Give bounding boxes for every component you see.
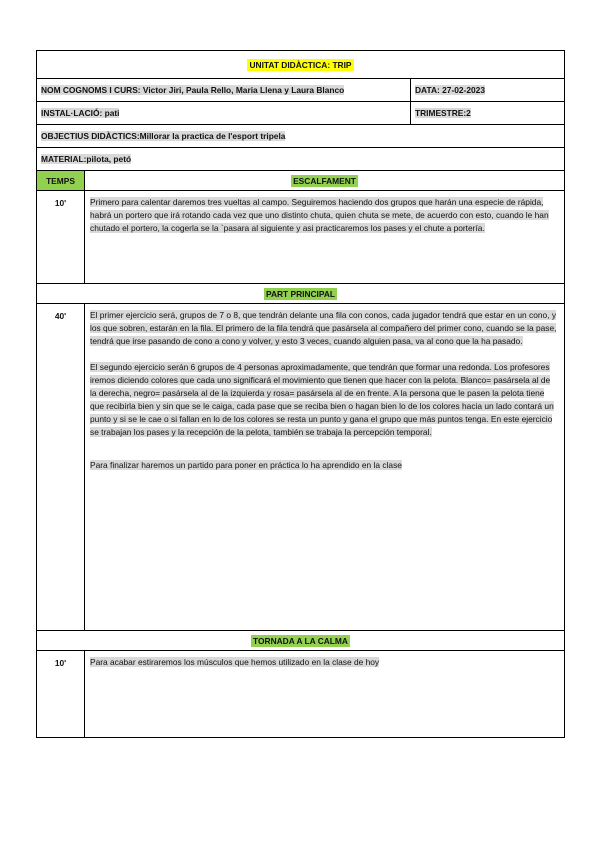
main-cell: [85, 304, 565, 631]
date-text: DATA: 27-02-2023: [415, 85, 485, 95]
title-cell: [37, 51, 565, 79]
lesson-plan-table: [36, 50, 565, 738]
warmup-cell: [85, 191, 565, 284]
objectives-row: [37, 125, 565, 148]
trimester-cell: [411, 102, 565, 125]
objectives-text: OBJECTIUS DIDÀCTICS:Millorar la practica de l'esport tripela: [41, 131, 286, 141]
warmup-time: 10': [37, 191, 85, 284]
names-cell: [37, 79, 411, 102]
title-row: [37, 51, 565, 79]
date-cell: [411, 79, 565, 102]
main-paragraph-3: Para finalizar haremos un partido para poner en práctica lo ha aprendido en la clase: [90, 460, 402, 470]
names-text: NOM COGNOMS I CURS: Victor Jiri, Paula Rello, Maria Llena y Laura Blanco: [41, 85, 345, 95]
warmup-row: [37, 191, 565, 284]
warmup-text: Primero para calentar daremos tres vueltas al campo. Seguiremos haciendo dos grupos que harán una especie de rápida, habrá un portero que irá rotando cada vez que uno distinto chuta, quien chuta se mete, de acuerdo con esto, cuando le han chutado el portero, la cogerla se la `pasara al siguiente y asi practicaremos los pases y el chute a portería.: [90, 197, 549, 233]
names-row: [37, 79, 565, 102]
main-paragraph-1: El primer ejercicio será, grupos de 7 o 8, que tendrán delante una fila con conos, cada jugador tendrá que estar en un cono, y los que sobren, estarán en la fila. El primero de la fila tendrá que pasársela al compañero del primer cono, cuando se la pase, tendrá que irse pasando de cono a cono y volver, y esto 3 veces, cuando alguien pasa, va al cono que la ha pasado.: [90, 310, 557, 346]
temps-header: TEMPS: [37, 171, 85, 191]
installation-row: [37, 102, 565, 125]
cooldown-cell: [85, 651, 565, 738]
cooldown-text: Para acabar estiraremos los músculos que hemos utilizado en la clase de hoy: [90, 657, 380, 667]
trimester-text: TRIMESTRE:2: [415, 108, 471, 118]
material-row: [37, 148, 565, 171]
main-paragraph-2: El segundo ejercicio serán 6 grupos de 4 personas aproximadamente, que tendrán que formar una redonda. Los profesores iremos diciendo colores que cada uno significará el movimiento que tienen que hacer con la pelota. Blanco= pasársela al de la derecha, negro= pasársela al de la izquierda y rosa= pasársela al de en frente. A la persona que le pasen la pelota tiene que recibirla bien y sin que se le caiga, cada pase que se reciba bien o hagan bien lo de los colores hacia un lado contará un punto y si se le cae o si fallan en lo de los colores se resta un punto y gana el grupo que más puntos tenga. En este ejercicio se trabajan los pases y la recepción de la pelota, también se trabaja la percepción temporal.: [90, 362, 554, 437]
main-row: [37, 304, 565, 631]
cooldown-heading: TORNADA A LA CALMA: [253, 635, 348, 646]
warmup-header: ESCALFAMENT: [293, 175, 356, 186]
cooldown-header-cell: [37, 631, 565, 651]
main-heading: PART PRINCIPAL: [266, 288, 336, 299]
installation-text: INSTAL·LACIÓ: pati: [41, 108, 120, 118]
main-header-row: [37, 284, 565, 304]
cooldown-header-row: [37, 631, 565, 651]
warmup-header-cell: [85, 171, 565, 191]
cooldown-row: [37, 651, 565, 738]
column-header-row: [37, 171, 565, 191]
objectives-cell: [37, 125, 565, 148]
document-title: UNITAT DIDÀCTICA: TRIP: [249, 59, 352, 70]
material-text: MATERIAL:pilota, petó: [41, 154, 132, 164]
cooldown-time: 10': [37, 651, 85, 738]
main-time: 40': [37, 304, 85, 631]
material-cell: [37, 148, 565, 171]
main-header-cell: [37, 284, 565, 304]
installation-cell: [37, 102, 411, 125]
